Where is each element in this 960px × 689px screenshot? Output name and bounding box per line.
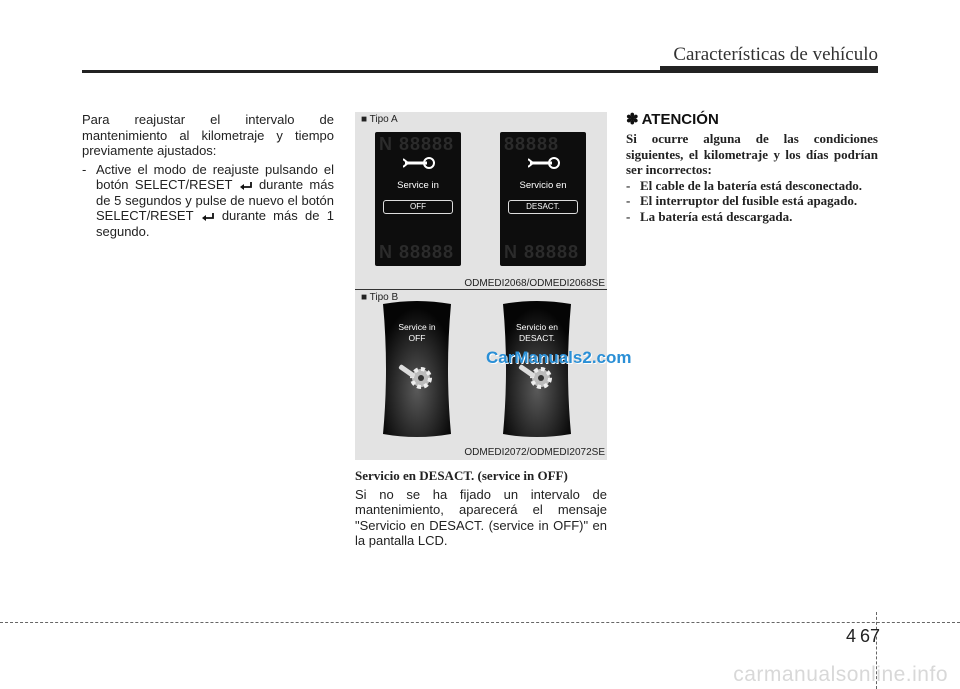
figure-tipo-b (355, 290, 607, 460)
chapter-number: 4 (846, 626, 857, 646)
bullet-dash: - (626, 208, 631, 224)
enter-icon (239, 181, 253, 191)
section-body: Si no se ha fijado un intervalo de mantenimiento, aparecerá el mensaje "Servicio en DESACT. (service in OFF)" en la pantalla LCD. (355, 486, 607, 548)
lcd-message-line1: Servicio en (515, 322, 559, 332)
lcd-ghost-segments: N 88888 (379, 134, 455, 154)
lcd-message: Servicio en (519, 180, 567, 191)
figure-b-code: ODMEDI2072/ODMEDI2072SE (464, 447, 605, 458)
attention-title (626, 110, 878, 128)
lcd-message (497, 322, 577, 344)
attention-item-text: La batería está descargada. (640, 208, 793, 224)
attention-body (626, 131, 878, 224)
lcd-message: Service in (397, 180, 439, 191)
figure-a-label: ■ Tipo A (361, 114, 398, 125)
bullet-dash: - (626, 177, 631, 193)
attention-item (626, 209, 878, 225)
attention-title-text: ATENCIÓN (641, 111, 719, 128)
attention-item (626, 193, 878, 209)
lcd-ghost-segments: N 88888 (504, 242, 580, 262)
left-column (82, 112, 334, 239)
gear-wrench-icon (397, 356, 437, 396)
page-number: 67 (860, 626, 881, 646)
middle-text (355, 468, 607, 549)
asterisk-icon: ✽ (626, 111, 639, 128)
lcd-display-spanish (497, 300, 577, 438)
page-header-title: Características de vehículo (673, 44, 878, 65)
intro-paragraph: Para reajustar el intervalo de mantenimiento al kilometraje y tiempo previamente ajustados: (82, 112, 334, 158)
attention-item-text: El cable de la batería está desconectado. (640, 177, 863, 193)
lcd-ghost-segments: 88888 (504, 134, 560, 154)
section-subtitle: Servicio en DESACT. (service in OFF) (355, 468, 568, 483)
wrench-icon (528, 156, 560, 170)
lcd-message-line2: OFF (408, 333, 426, 343)
figure-tipo-a (355, 112, 607, 291)
lcd-message-line1: Service in (398, 322, 436, 332)
figure-a-code: ODMEDI2068/ODMEDI2068SE (464, 278, 605, 289)
footer-watermark: carmanualsonline.info (733, 663, 948, 686)
lcd-ghost-segments: N 88888 (379, 242, 455, 262)
lcd-display-english (377, 300, 457, 438)
enter-icon (201, 212, 215, 222)
reset-text-1: Active el modo de reajuste pulsando el botón SELECT/RESET (96, 161, 334, 192)
lcd-message-line2: DESACT. (519, 333, 555, 343)
reset-text-3: durante más de 1 segundo. (96, 208, 334, 239)
bullet-dash: - (626, 193, 631, 208)
attention-item-text: El interruptor del fusible está apagado. (640, 193, 858, 208)
figure-b-label: ■ Tipo B (361, 292, 399, 303)
bullet-dash: - (82, 161, 87, 177)
lcd-display-spanish (500, 132, 586, 266)
reset-text-2: durante más de 5 segundos y pulse de nuevo el botón SELECT/RESET (96, 177, 334, 223)
reset-instruction (82, 162, 334, 240)
footer-rule (0, 622, 960, 623)
attention-lead: Si ocurre alguna de las condiciones siguientes, el kilometraje y los días podrían ser incorrectos: (626, 131, 878, 177)
watermark-logo: CarManuals2.com (486, 348, 632, 367)
lcd-message (377, 322, 457, 344)
lcd-status-box: OFF (383, 200, 453, 214)
reset-instruction-text (96, 162, 334, 240)
header-rule (82, 70, 878, 73)
wrench-icon (403, 156, 435, 170)
attention-box (626, 110, 878, 224)
lcd-status-box: DESACT. (508, 200, 578, 214)
lcd-display-english (375, 132, 461, 266)
attention-item (626, 178, 878, 194)
